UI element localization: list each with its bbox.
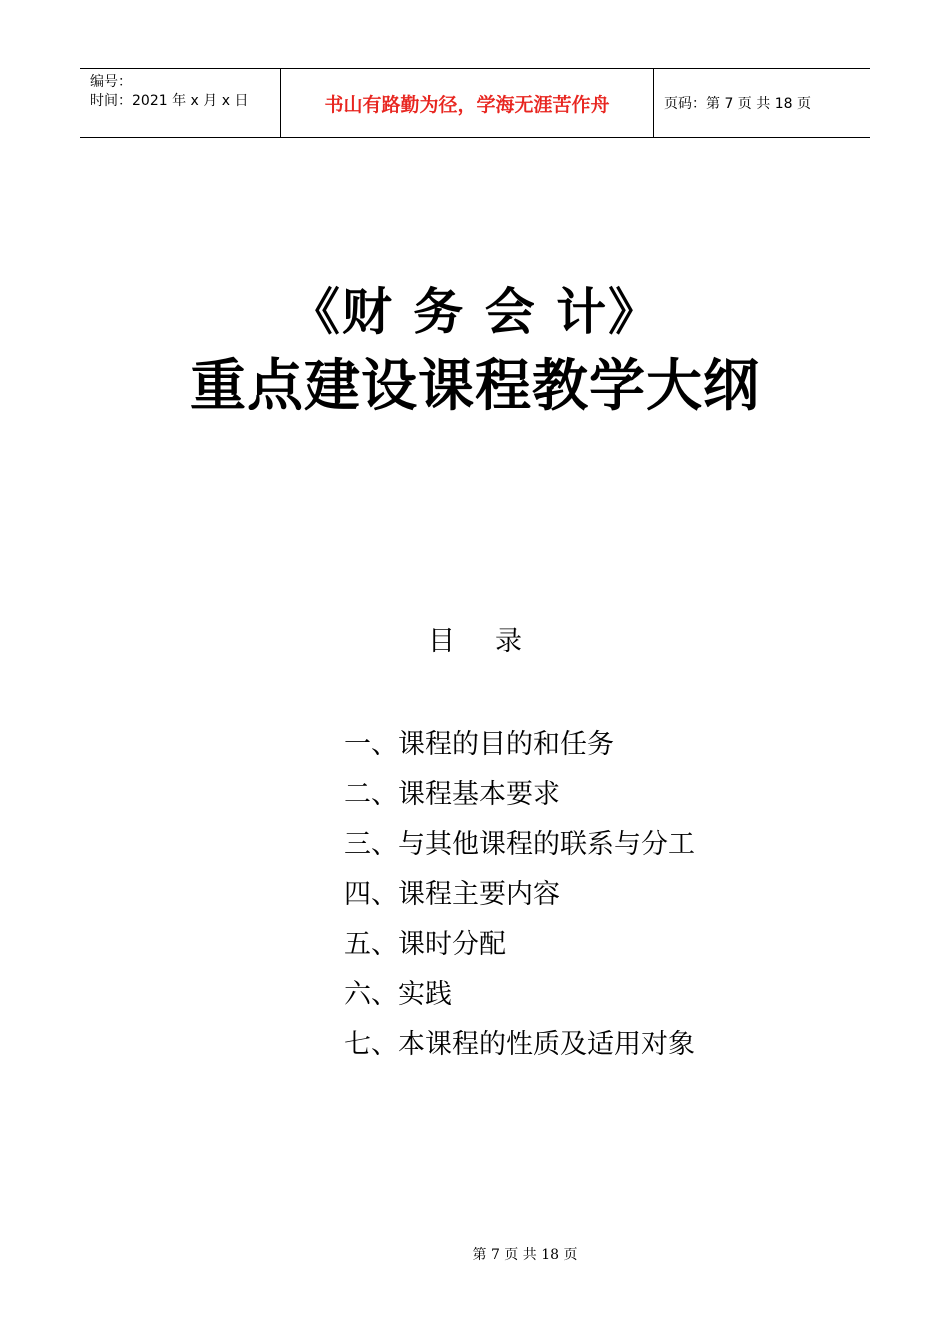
toc-list: [344, 720, 695, 1070]
document-title-line-1: 《财 务 会 计》: [289, 283, 661, 341]
toc-item: 一、课程的目的和任务: [344, 729, 614, 760]
toc-item: 三、与其他课程的联系与分工: [344, 829, 695, 860]
toc-item: 四、课程主要内容: [344, 879, 560, 910]
document-title-line-2: 重点建设课程教学大纲: [190, 354, 760, 419]
header-motto-cell: [281, 69, 654, 137]
toc-item: 六、实践: [344, 979, 452, 1010]
document-number-label: 编号：: [90, 74, 132, 90]
page-header: [80, 68, 870, 138]
document-time-label: 时间：2021 年 x 月 x 日: [90, 93, 249, 109]
toc-item: 七、本课程的性质及适用对象: [344, 1029, 695, 1060]
toc-heading: 目录: [428, 626, 562, 657]
toc-item: 二、课程基本要求: [344, 779, 560, 810]
toc-item: 五、课时分配: [344, 929, 506, 960]
header-motto: 书山有路勤为径，学海无涯苦作舟: [324, 93, 610, 116]
header-page-info: 页码：第 7 页 共 18 页: [664, 96, 811, 112]
page-footer: 第 7 页 共 18 页: [472, 1247, 578, 1263]
header-page-cell: [654, 69, 870, 137]
header-meta-cell: [80, 69, 281, 137]
